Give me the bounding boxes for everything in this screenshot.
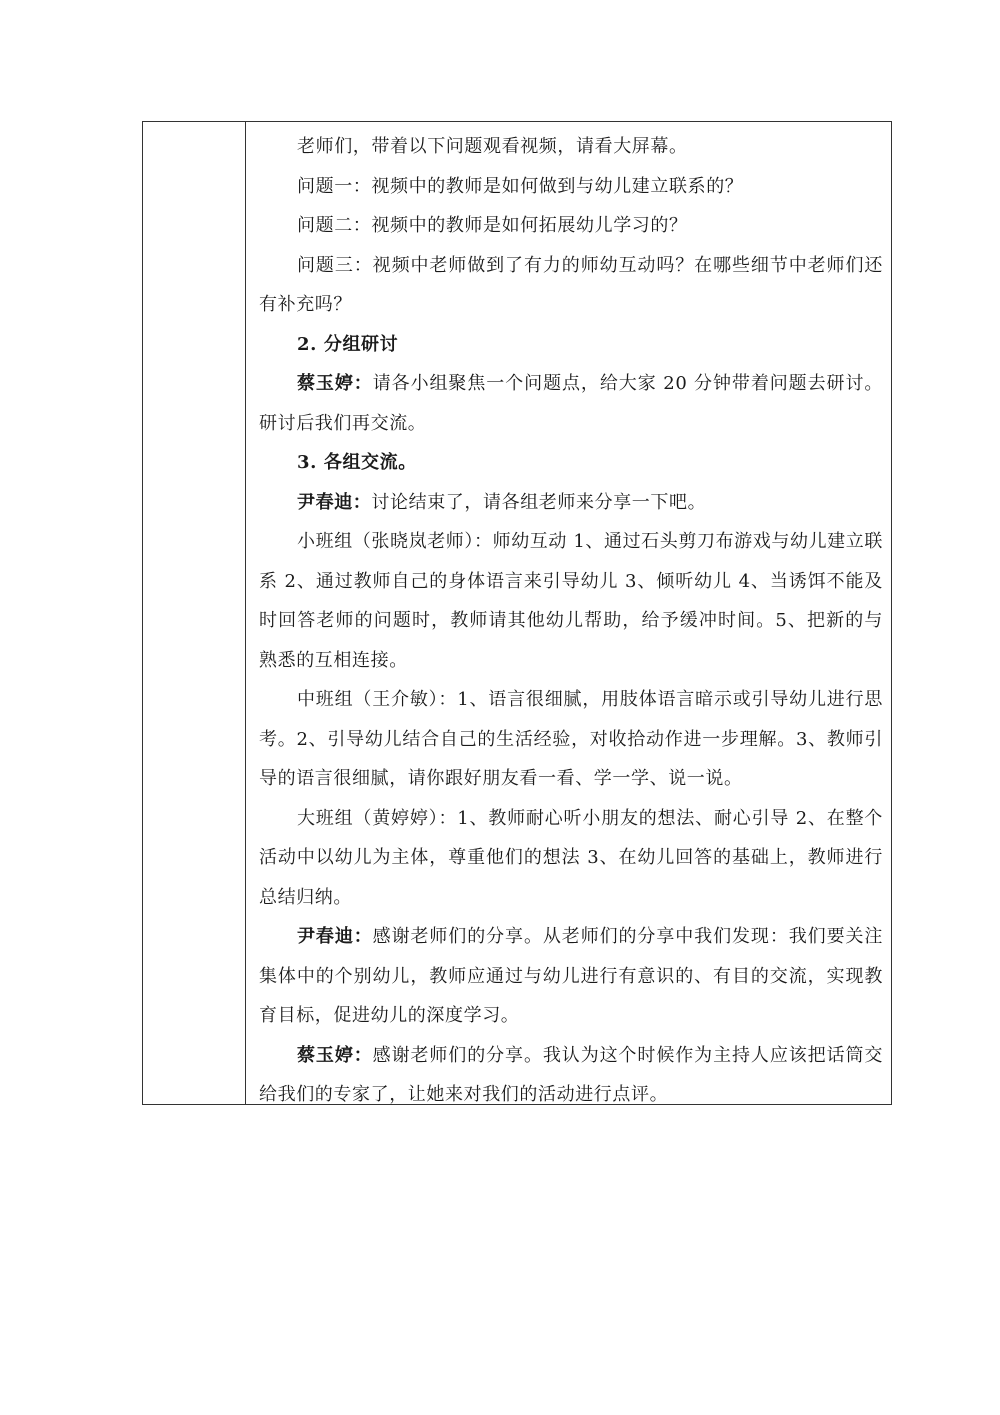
speaker-name: 蔡玉婷： — [297, 1044, 373, 1066]
question-one: 问题一：视频中的教师是如何做到与幼儿建立联系的？ — [297, 175, 744, 197]
paragraph: 老师们，带着以下问题观看视频，请看大屏幕。 — [297, 136, 688, 157]
speaker-paragraph: 蔡玉婷：感谢老师们的分享。我认为这个时候作为主持人应该把话筒交给我们的专家了，让她来对我们的活动进行点评。 — [259, 1044, 883, 1105]
section-heading-group-discussion: 2. 分组研讨 — [297, 333, 399, 355]
section-heading-group-exchange: 3. 各组交流。 — [297, 452, 417, 473]
speaker-name: 蔡玉婷： — [297, 373, 373, 394]
document-table — [142, 121, 892, 1105]
table-content-cell — [246, 122, 891, 1104]
speaker-paragraph: 蔡玉婷：请各小组聚焦一个问题点，给大家 20 分钟带着问题去研讨。研讨后我们再交流。 — [259, 373, 883, 434]
speaker-name: 尹春迪： — [297, 491, 372, 513]
table-label-cell — [143, 122, 246, 1104]
speaker-paragraph: 尹春迪：感谢老师们的分享。从老师们的分享中我们发现：我们要关注集体中的个别幼儿，教师应通过与幼儿进行有意识的、有目的交流，实现教育目标，促进幼儿的深度学习。 — [259, 926, 883, 1026]
large-class-group-paragraph: 大班组（黄婷婷）：1、教师耐心听小朋友的想法、耐心引导 2、在整个活动中以幼儿为主体，尊重他们的想法 3、在幼儿回答的基础上，教师进行总结归纳。 — [259, 807, 883, 908]
small-class-group-paragraph: 小班组（张晓岚老师）：师幼互动 1、通过石头剪刀布游戏与幼儿建立联系 2、通过教师自己的身体语言来引导幼儿 3、倾听幼儿 4、当诱饵不能及时回答老师的问题时，教师请其他幼儿帮助，给予缓冲时间。5、把新的与熟悉的互相连接。 — [259, 531, 883, 671]
question-two: 问题二：视频中的教师是如何拓展幼儿学习的？ — [297, 215, 688, 236]
middle-class-group-paragraph: 中班组（王介敏）：1、语言很细腻，用肢体语言暗示或引导幼儿进行思考。2、引导幼儿结合自己的生活经验，对收拾动作进一步理解。3、教师引导的语言很细腻，请你跟好朋友看一看、学一学、说一说。 — [259, 689, 883, 789]
speaker-name: 尹春迪： — [297, 926, 373, 947]
question-three: 问题三：视频中老师做到了有力的师幼互动吗？在哪些细节中老师们还有补充吗？ — [259, 254, 883, 315]
speaker-paragraph: 尹春迪：讨论结束了，请各组老师来分享一下吧。 — [297, 491, 707, 513]
